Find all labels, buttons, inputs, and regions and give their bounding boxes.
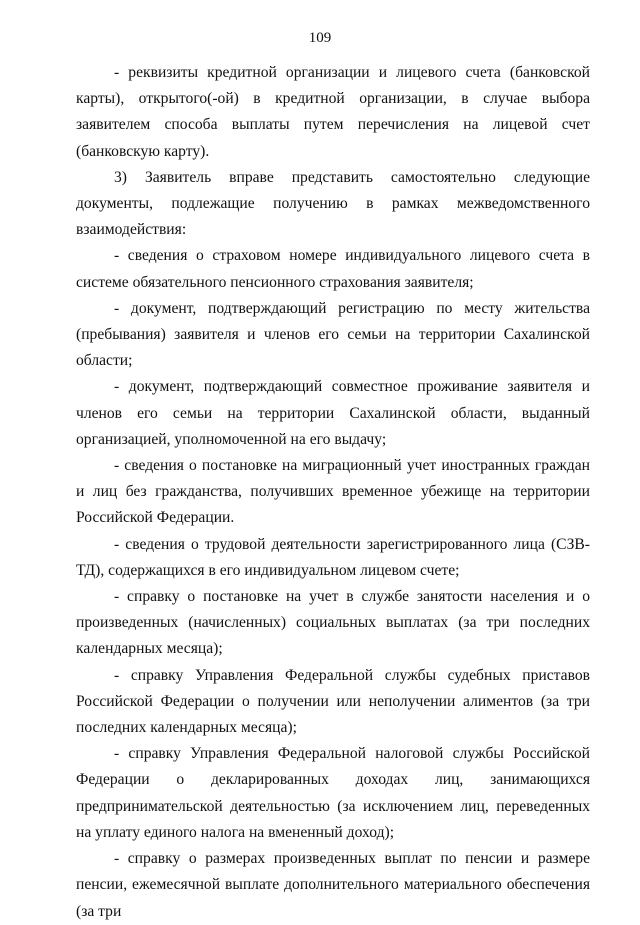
document-body — [76, 60, 590, 925]
paragraph: - справку Управления Федеральной службы судебных приставов Российской Федерации о получении или неполучении алиментов (за три последних календарных месяца); — [76, 666, 590, 737]
paragraph: - сведения о постановке на миграционный учет иностранных граждан и лиц без гражданства, получивших временное убежище на территории Российской Федерации. — [76, 457, 590, 527]
paragraph: - сведения о трудовой деятельности зарегистрированного лица (СЗВ-ТД), содержащихся в его индивидуальном лицевом счете; — [76, 535, 590, 579]
paragraph: - сведения о страховом номере индивидуального лицевого счета в системе обязательного пенсионного страхования заявителя; — [76, 247, 590, 291]
paragraph: - документ, подтверждающий регистрацию по месту жительства (пребывания) заявителя и членов его семьи на территории Сахалинской области; — [76, 299, 590, 370]
paragraph: - реквизиты кредитной организации и лицевого счета (банковской карты), открытого(-ой) в кредитной организации, в случае выбора заявителем способа выплаты путем перечисления на лицевой счет (банковскую карту). — [76, 64, 590, 160]
paragraph: - документ, подтверждающий совместное проживание заявителя и членов его семьи на территории Сахалинской области, выданный организацией, уполномоченной на его выдачу; — [76, 378, 590, 448]
paragraph: 3) Заявитель вправе представить самостоятельно следующие документы, подлежащие получению в рамках межведомственного взаимодействия: — [76, 168, 590, 239]
paragraph: - справку о размерах произведенных выплат по пенсии и размере пенсии, ежемесячной выплате дополнительного материального обеспечения (за три — [76, 850, 590, 920]
page-number: 109 — [308, 30, 332, 46]
paragraph: - справку Управления Федеральной налоговой службы Российской Федерации о декларированных доходах лиц, занимающихся предпринимательской деятельностью (за исключением лиц, переведенных на уплату единого налога на вмененный доход); — [76, 745, 590, 841]
paragraph: - справку о постановке на учет в службе занятости населения и о произведенных (начисленных) социальных выплатах (за три последних календарных месяца); — [76, 588, 590, 658]
